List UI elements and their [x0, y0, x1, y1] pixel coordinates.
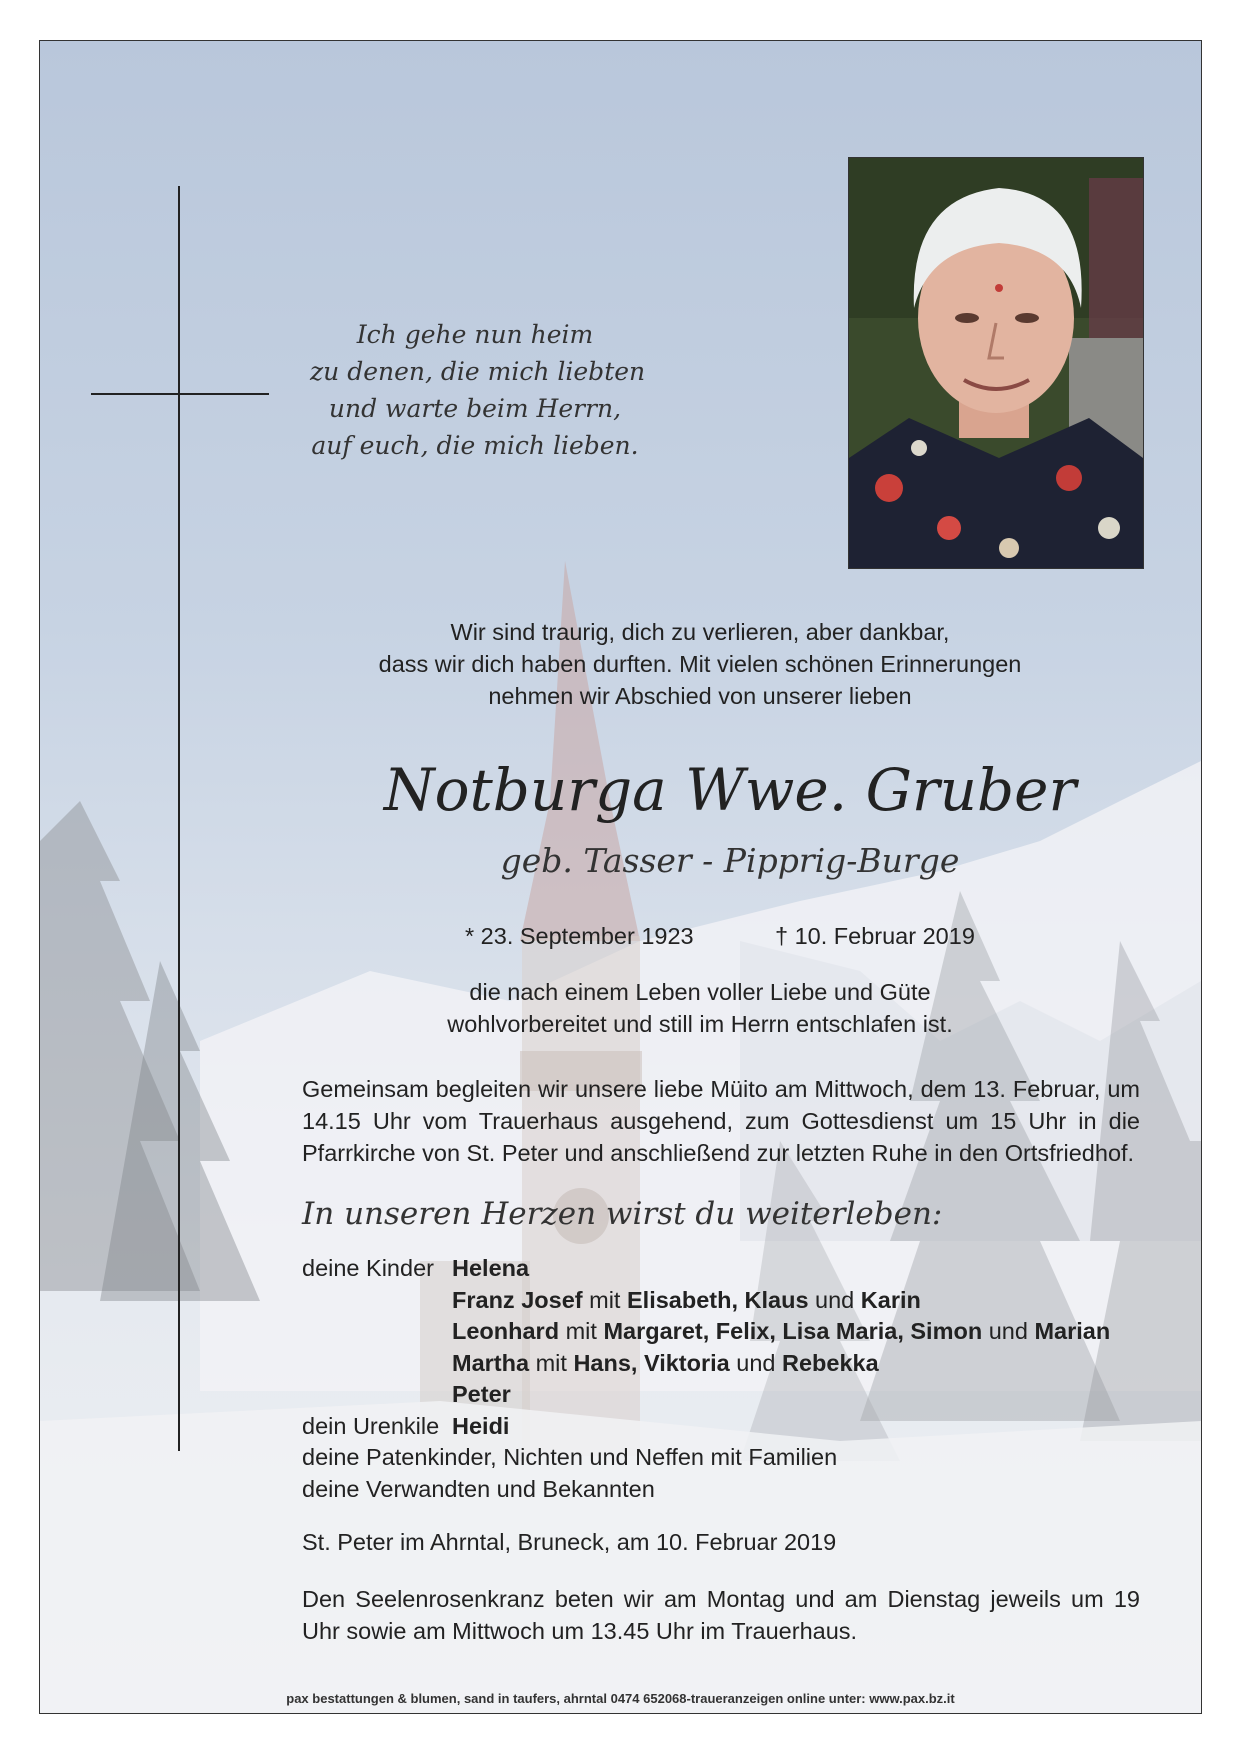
mourner-name: Marian	[1034, 1318, 1111, 1344]
mourner-name: Karin	[860, 1286, 921, 1313]
cross-vertical-bar	[178, 186, 180, 1451]
mourner-row: deine Patenkinder, Nichten und Neffen mit Familien	[302, 1444, 838, 1470]
birth-name: geb. Tasser - Pipprig-Burge	[500, 841, 960, 880]
funeral-paragraph: Gemeinsam begleiten wir unsere liebe Müito am Mittwoch, dem 13. Februar, um 14.15 Uhr vom Trauerhaus ausgehend, zum Gottesdienst um 15 Uhr in die Pfarrkirche von St. Peter und anschließend zur letzten Ruhe in den Ortsfriedhof.	[302, 1076, 1140, 1166]
mourner-row	[302, 1411, 1110, 1443]
motto: In unseren Herzen wirst du weiterleben:	[302, 1196, 943, 1232]
place-date: St. Peter im Ahrntal, Bruneck, am 10. Februar 2019	[302, 1529, 837, 1555]
obituary-card	[39, 40, 1202, 1714]
life-line: die nach einem Leben voller Liebe und Güte	[469, 979, 931, 1005]
mourner-name: Leonhard	[452, 1318, 560, 1344]
relation-label: dein Urenkile	[302, 1412, 440, 1439]
mourner-name: Heidi	[452, 1412, 510, 1439]
verse-line: auf euch, die mich lieben.	[311, 431, 639, 460]
deceased-name: Notburga Wwe. Gruber	[383, 756, 1077, 824]
verse-line: Ich gehe nun heim	[356, 320, 594, 349]
verse-line: zu denen, die mich liebten	[310, 357, 646, 386]
mourner-name: Franz Josef	[452, 1286, 583, 1313]
verse-line: und warte beim Herrn,	[328, 394, 622, 423]
mourner-name: Peter	[452, 1381, 511, 1407]
death-date: † 10. Februar 2019	[775, 923, 975, 949]
mourner-name: Rebekka	[782, 1349, 879, 1376]
mourner-name: Hans, Viktoria	[573, 1349, 730, 1376]
intro-text	[250, 616, 1150, 712]
verse	[310, 316, 646, 464]
mourner-name: Martha	[452, 1349, 530, 1376]
intro-line: nehmen wir Abschied von unserer lieben	[488, 683, 912, 709]
mourner-row: Leonhard mit Margaret, Felix, Lisa Maria, Simon und Marian	[452, 1318, 1111, 1344]
rosary-paragraph: Den Seelenrosenkranz beten wir am Montag und am Dienstag jeweils um 19 Uhr sowie am Mittwoch um 13.45 Uhr im Trauerhaus.	[302, 1586, 1140, 1644]
mourner-row	[302, 1253, 1110, 1285]
mourner-row: deine Verwandten und Bekannten	[302, 1475, 655, 1502]
intro-line: Wir sind traurig, dich zu verlieren, aber dankbar,	[450, 619, 950, 645]
intro-line: dass wir dich haben durften. Mit vielen schönen Erinnerungen	[378, 651, 1022, 677]
birth-date: * 23. September 1923	[465, 923, 694, 949]
relation-label: deine Kinder	[302, 1255, 434, 1281]
life-line: wohlvorbereitet und still im Herrn entschlafen ist.	[447, 1011, 953, 1037]
cross-horizontal-bar	[91, 393, 269, 395]
mourner-row: Martha mit Hans, Viktoria und Rebekka	[452, 1349, 879, 1376]
mourner-name: Elisabeth, Klaus	[626, 1286, 809, 1313]
mourner-row: Franz Josef mit Elisabeth, Klaus und Karin	[452, 1286, 921, 1313]
footer-credits: pax bestattungen & blumen, sand in taufers, ahrntal 0474 652068-traueranzeigen online unter: www.pax.bz.it	[286, 1691, 955, 1706]
portrait-photo	[848, 157, 1144, 569]
mourner-name: Margaret, Felix, Lisa Maria, Simon	[603, 1318, 983, 1344]
mourner-name: Helena	[452, 1255, 530, 1281]
life-text	[250, 976, 1150, 1040]
mourner-row	[302, 1379, 1110, 1411]
mourners-list	[302, 1253, 1110, 1505]
